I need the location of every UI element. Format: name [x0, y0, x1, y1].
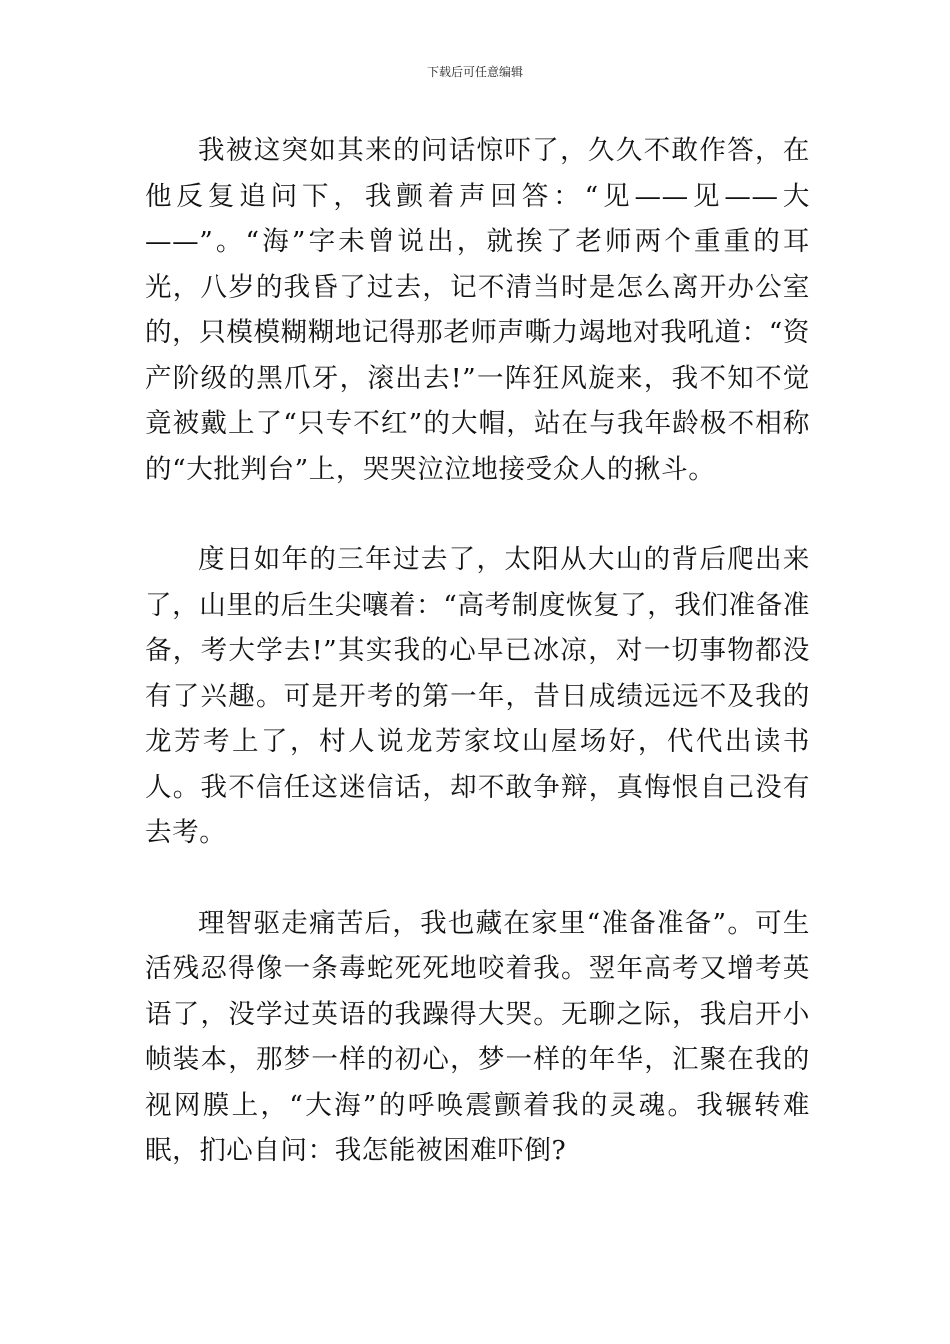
paragraph-1: 我被这突如其来的问话惊吓了，久久不敢作答，在他反复追问下，我颤着声回答：“见——见——大——”。“海”字未曾说出，就挨了老师两个重重的耳光，八岁的我昏了过去，记不清当时是怎么离开办公室的，只模模糊糊地记得那老师声嘶力竭地对我吼道：“资产阶级的黑爪牙，滚出去!”一阵狂风旋来，我不知不觉竟被戴上了“只专不红”的大帽，站在与我年龄极不相称的“大批判台”上，哭哭泣泣地接受众人的揪斗。 [145, 135, 810, 485]
paragraph-2: 度日如年的三年过去了，太阳从大山的背后爬出来了，山里的后生尖嚷着：“高考制度恢复了，我们准备准备，考大学去!”其实我的心早已冰凉，对一切事物都没有了兴趣。可是开考的第一年，昔日成绩远远不及我的龙芳考上了，村人说龙芳家坟山屋场好，代代出读书人。我不信任这迷信话，却不敢争辩，真悔恨自己没有去考。 [145, 544, 810, 848]
body-text [145, 128, 810, 1174]
header-note: 下载后可任意编辑 [426, 65, 523, 79]
paragraph-3: 理智驱走痛苦后，我也藏在家里“准备准备”。可生活残忍得像一条毒蛇死死地咬着我。翌年高考又增考英语了，没学过英语的我躁得大哭。无聊之际，我启开小帧装本，那梦一样的初心，梦一样的年华，汇聚在我的视网膜上，“大海”的呼唤震颤着我的灵魂。我辗转难眠，扪心自问：我怎能被困难吓倒? [145, 907, 810, 1166]
